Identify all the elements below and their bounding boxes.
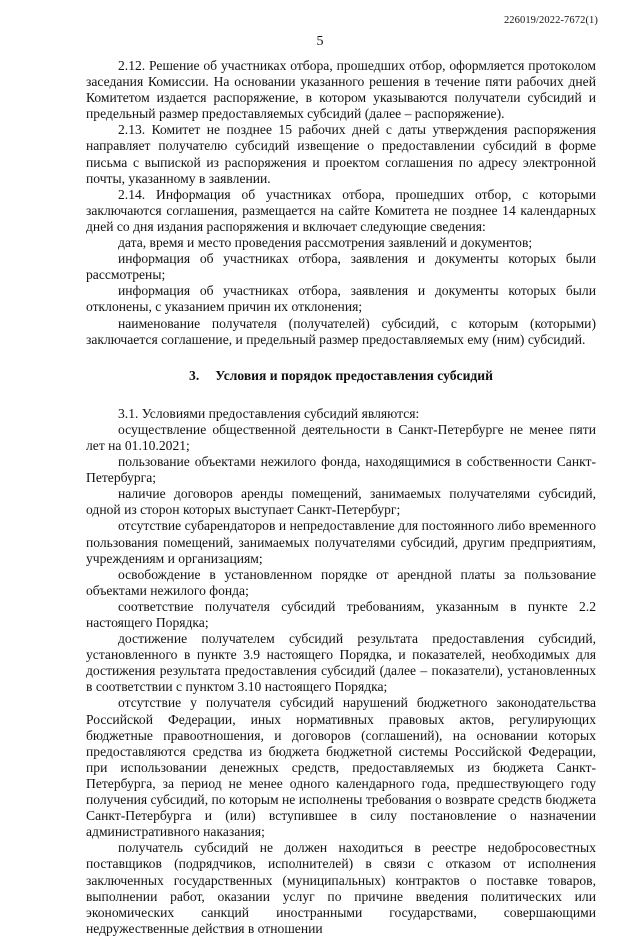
- paragraph-2-12: 2.12. Решение об участниках отбора, прошедших отбор, оформляется протоколом заседания Комиссии. На основании указанного решения в течение пяти рабочих дней Комитетом издается распоряжение, в котором указываются получатели субсидий и предельный размер предоставляемых субсидий (далее – распоряжение).: [86, 58, 596, 122]
- list-item: отсутствие у получателя субсидий нарушений бюджетного законодательства Российской Федерации, иных нормативных правовых актов, регулирующих бюджетные правоотношения, и договоров (соглашений), на основании которых предоставляются средства из бюджета бюджетной системы Российской Федерации, при использовании денежных средств, предоставляемых из бюджета Санкт-Петербурга, за период не менее одного календарного года, предшествующего году получения субсидий, по которым не исполнены требования о возврате средств бюджета Санкт-Петербурга и (или) вступившее в силу постановление о назначении административного наказания;: [86, 695, 596, 840]
- list-item: освобождение в установленном порядке от арендной платы за пользование объектами нежилого фонда;: [86, 566, 596, 598]
- list-item: отсутствие субарендаторов и непредоставление для постоянного либо временного пользования помещений, занимаемых получателями субсидий, другим предприятиям, учреждениям и организациям;: [86, 518, 596, 566]
- list-item: информация об участниках отбора, заявления и документы которых были рассмотрены;: [86, 251, 596, 283]
- paragraph-2-13: 2.13. Комитет не позднее 15 рабочих дней с даты утверждения распоряжения направляет получателю субсидий извещение о предоставлении субсидий в форме письма с выпиской из распоряжения и проектом соглашения по адресу электронной почты, указанному в заявлении.: [86, 122, 596, 186]
- list-item: информация об участниках отбора, заявления и документы которых были отклонены, с указанием причин их отклонения;: [86, 283, 596, 315]
- list-item: соответствие получателя субсидий требованиям, указанным в пункте 2.2 настоящего Порядка;: [86, 598, 596, 630]
- document-body: [86, 58, 596, 937]
- list-item: наличие договоров аренды помещений, занимаемых получателями субсидий, одной из сторон которых выступает Санкт-Петербург;: [86, 486, 596, 518]
- list-item: получатель субсидий не должен находиться в реестре недобросовестных поставщиков (подрядчиков, исполнителей) в связи с отказом от исполнения заключенных государственных (муниципальных) контрактов о поставке товаров, выполнении работ, оказании услуг по причине введения политических или экономических санкций иностранными государствами, совершающими недружественные действия в отношении: [86, 840, 596, 936]
- paragraph-3-1: 3.1. Условиями предоставления субсидий являются:: [118, 405, 420, 421]
- document-registration-number: 226019/2022-7672(1): [503, 15, 598, 26]
- list-item: пользование объектами нежилого фонда, находящимися в собственности Санкт-Петербурга;: [86, 454, 596, 486]
- list-item: осуществление общественной деятельности в Санкт-Петербурге не менее пяти лет на 01.10.2021;: [86, 421, 596, 453]
- list-item: дата, время и место проведения рассмотрения заявлений и документов;: [118, 235, 533, 251]
- paragraph-2-14: 2.14. Информация об участниках отбора, прошедших отбор, с которыми заключаются соглашения, размещается на сайте Комитета не позднее 14 календарных дней со дня издания распоряжения и включает следующие сведения:: [86, 186, 596, 234]
- list-item: достижение получателем субсидий результата предоставления субсидий, установленного в пункте 3.9 настоящего Порядка, и показателей, необходимых для достижения результата предоставления субсидий (далее – показатели), установленных в соответствии с пунктом 3.10 настоящего Порядка;: [86, 631, 596, 695]
- page-number: 5: [316, 34, 324, 49]
- list-item: наименование получателя (получателей) субсидий, с которым (которыми) заключается соглашение, и предельный размер предоставляемых ему (ним) субсидий.: [86, 315, 596, 347]
- section-heading: [86, 368, 596, 384]
- section-number: 3.: [189, 367, 200, 383]
- section-title: Условия и порядок предоставления субсидий: [215, 367, 493, 383]
